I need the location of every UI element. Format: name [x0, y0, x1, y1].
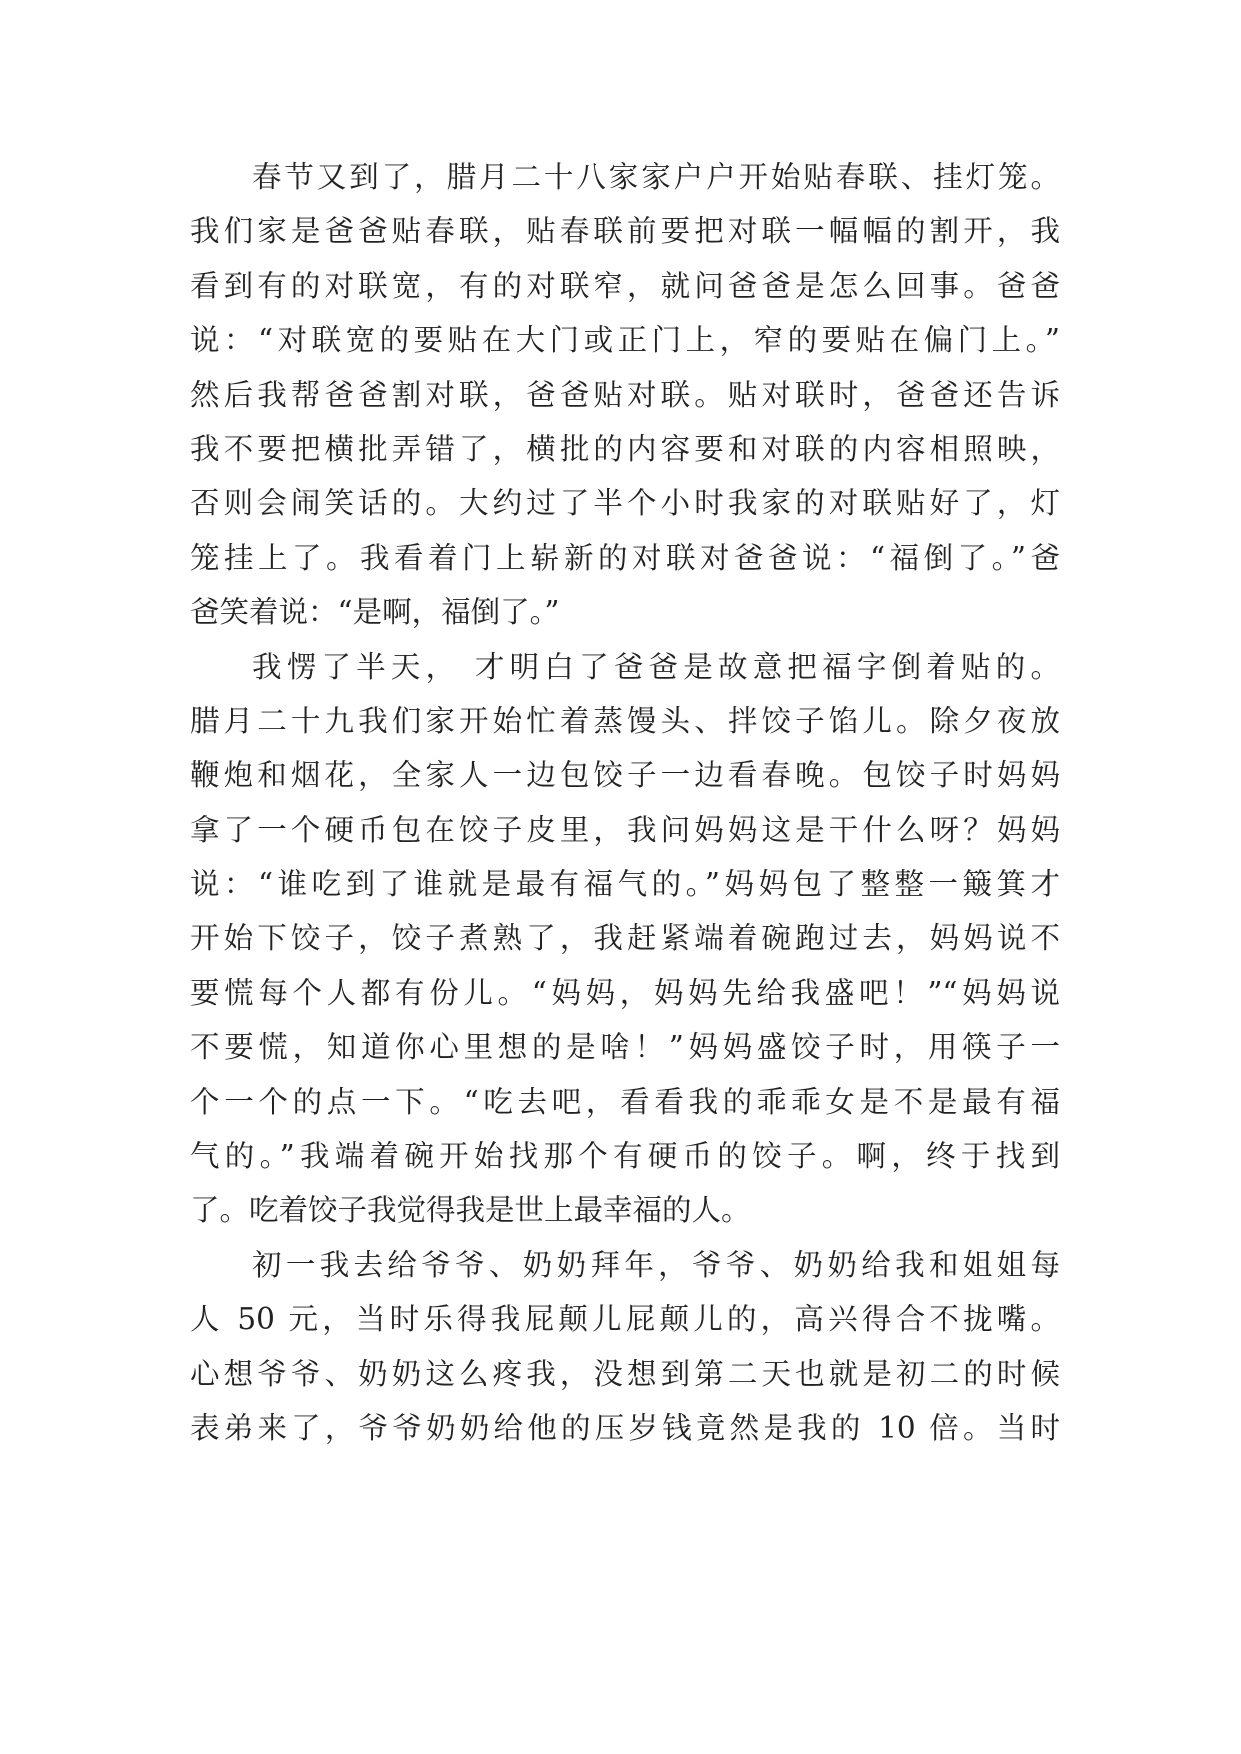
text-line-6: 我不要把横批弄错了，横批的内容要和对联的内容相照映，: [190, 431, 1060, 466]
text-line-7: 否则会闹笑话的。大约过了半个小时我家的对联贴好了，灯: [190, 486, 1060, 521]
text-line-12: 鞭炮和烟花，全家人一边包饺子一边看春晚。包饺子时妈妈: [190, 758, 1060, 793]
text-line-17: 不要慌，知道你心里想的是啥！”妈妈盛饺子时，用筷子一: [190, 1030, 1060, 1065]
text-line-5: 然后我帮爸爸割对联，爸爸贴对联。贴对联时，爸爸还告诉: [190, 377, 1060, 412]
text-line-22: 人 50 元，当时乐得我屁颠儿屁颠儿的，高兴得合不拢嘴。: [190, 1302, 1060, 1337]
body-text: [190, 150, 1060, 1455]
text-line-23: 心想爷爷、奶奶这么疼我，没想到第二天也就是初二的时候: [190, 1356, 1060, 1391]
text-line-11: 腊月二十九我们家开始忙着蒸馒头、拌饺子馅儿。除夕夜放: [190, 703, 1060, 738]
text-line-16: 要慌每个人都有份儿。“妈妈，妈妈先给我盛吧！”“妈妈说: [190, 975, 1060, 1010]
text-line-18: 个一个的点一下。“吃去吧，看看我的乖乖女是不是最有福: [190, 1084, 1060, 1119]
text-line-24: 表弟来了，爷爷奶奶给他的压岁钱竟然是我的 10 倍。当时: [190, 1410, 1060, 1445]
text-line-14: 说：“谁吃到了谁就是最有福气的。”妈妈包了整整一簸箕才: [190, 867, 1060, 902]
text-line-2: 我们家是爸爸贴春联，贴春联前要把对联一幅幅的割开，我: [190, 214, 1060, 249]
text-line-1: 春节又到了，腊月二十八家家户户开始贴春联、挂灯笼。: [252, 160, 1060, 194]
text-line-21: 初一我去给爷爷、奶奶拜年，爷爷、奶奶给我和姐姐每: [252, 1247, 1060, 1282]
text-line-15: 开始下饺子，饺子煮熟了，我赶紧端着碗跑过去，妈妈说不: [190, 921, 1060, 956]
text-line-8: 笼挂上了。我看着门上崭新的对联对爸爸说：“福倒了。”爸: [190, 540, 1060, 575]
text-line-19: 气的。”我端着碗开始找那个有硬币的饺子。啊，终于找到: [190, 1139, 1060, 1174]
text-line-9: 爸笑着说：“是啊，福倒了。”: [190, 595, 560, 630]
text-line-4: 说：“对联宽的要贴在大门或正门上，窄的要贴在偏门上。”: [190, 323, 1060, 358]
text-line-3: 看到有的对联宽，有的对联窄，就问爸爸是怎么回事。爸爸: [190, 268, 1060, 303]
text-line-10: 我愣了半天， 才明白了爸爸是故意把福字倒着贴的。: [252, 649, 1060, 684]
text-line-20: 了。吃着饺子我觉得我是世上最幸福的人。: [190, 1193, 751, 1228]
text-line-13: 拿了一个硬币包在饺子皮里，我问妈妈这是干什么呀？妈妈: [190, 812, 1060, 847]
